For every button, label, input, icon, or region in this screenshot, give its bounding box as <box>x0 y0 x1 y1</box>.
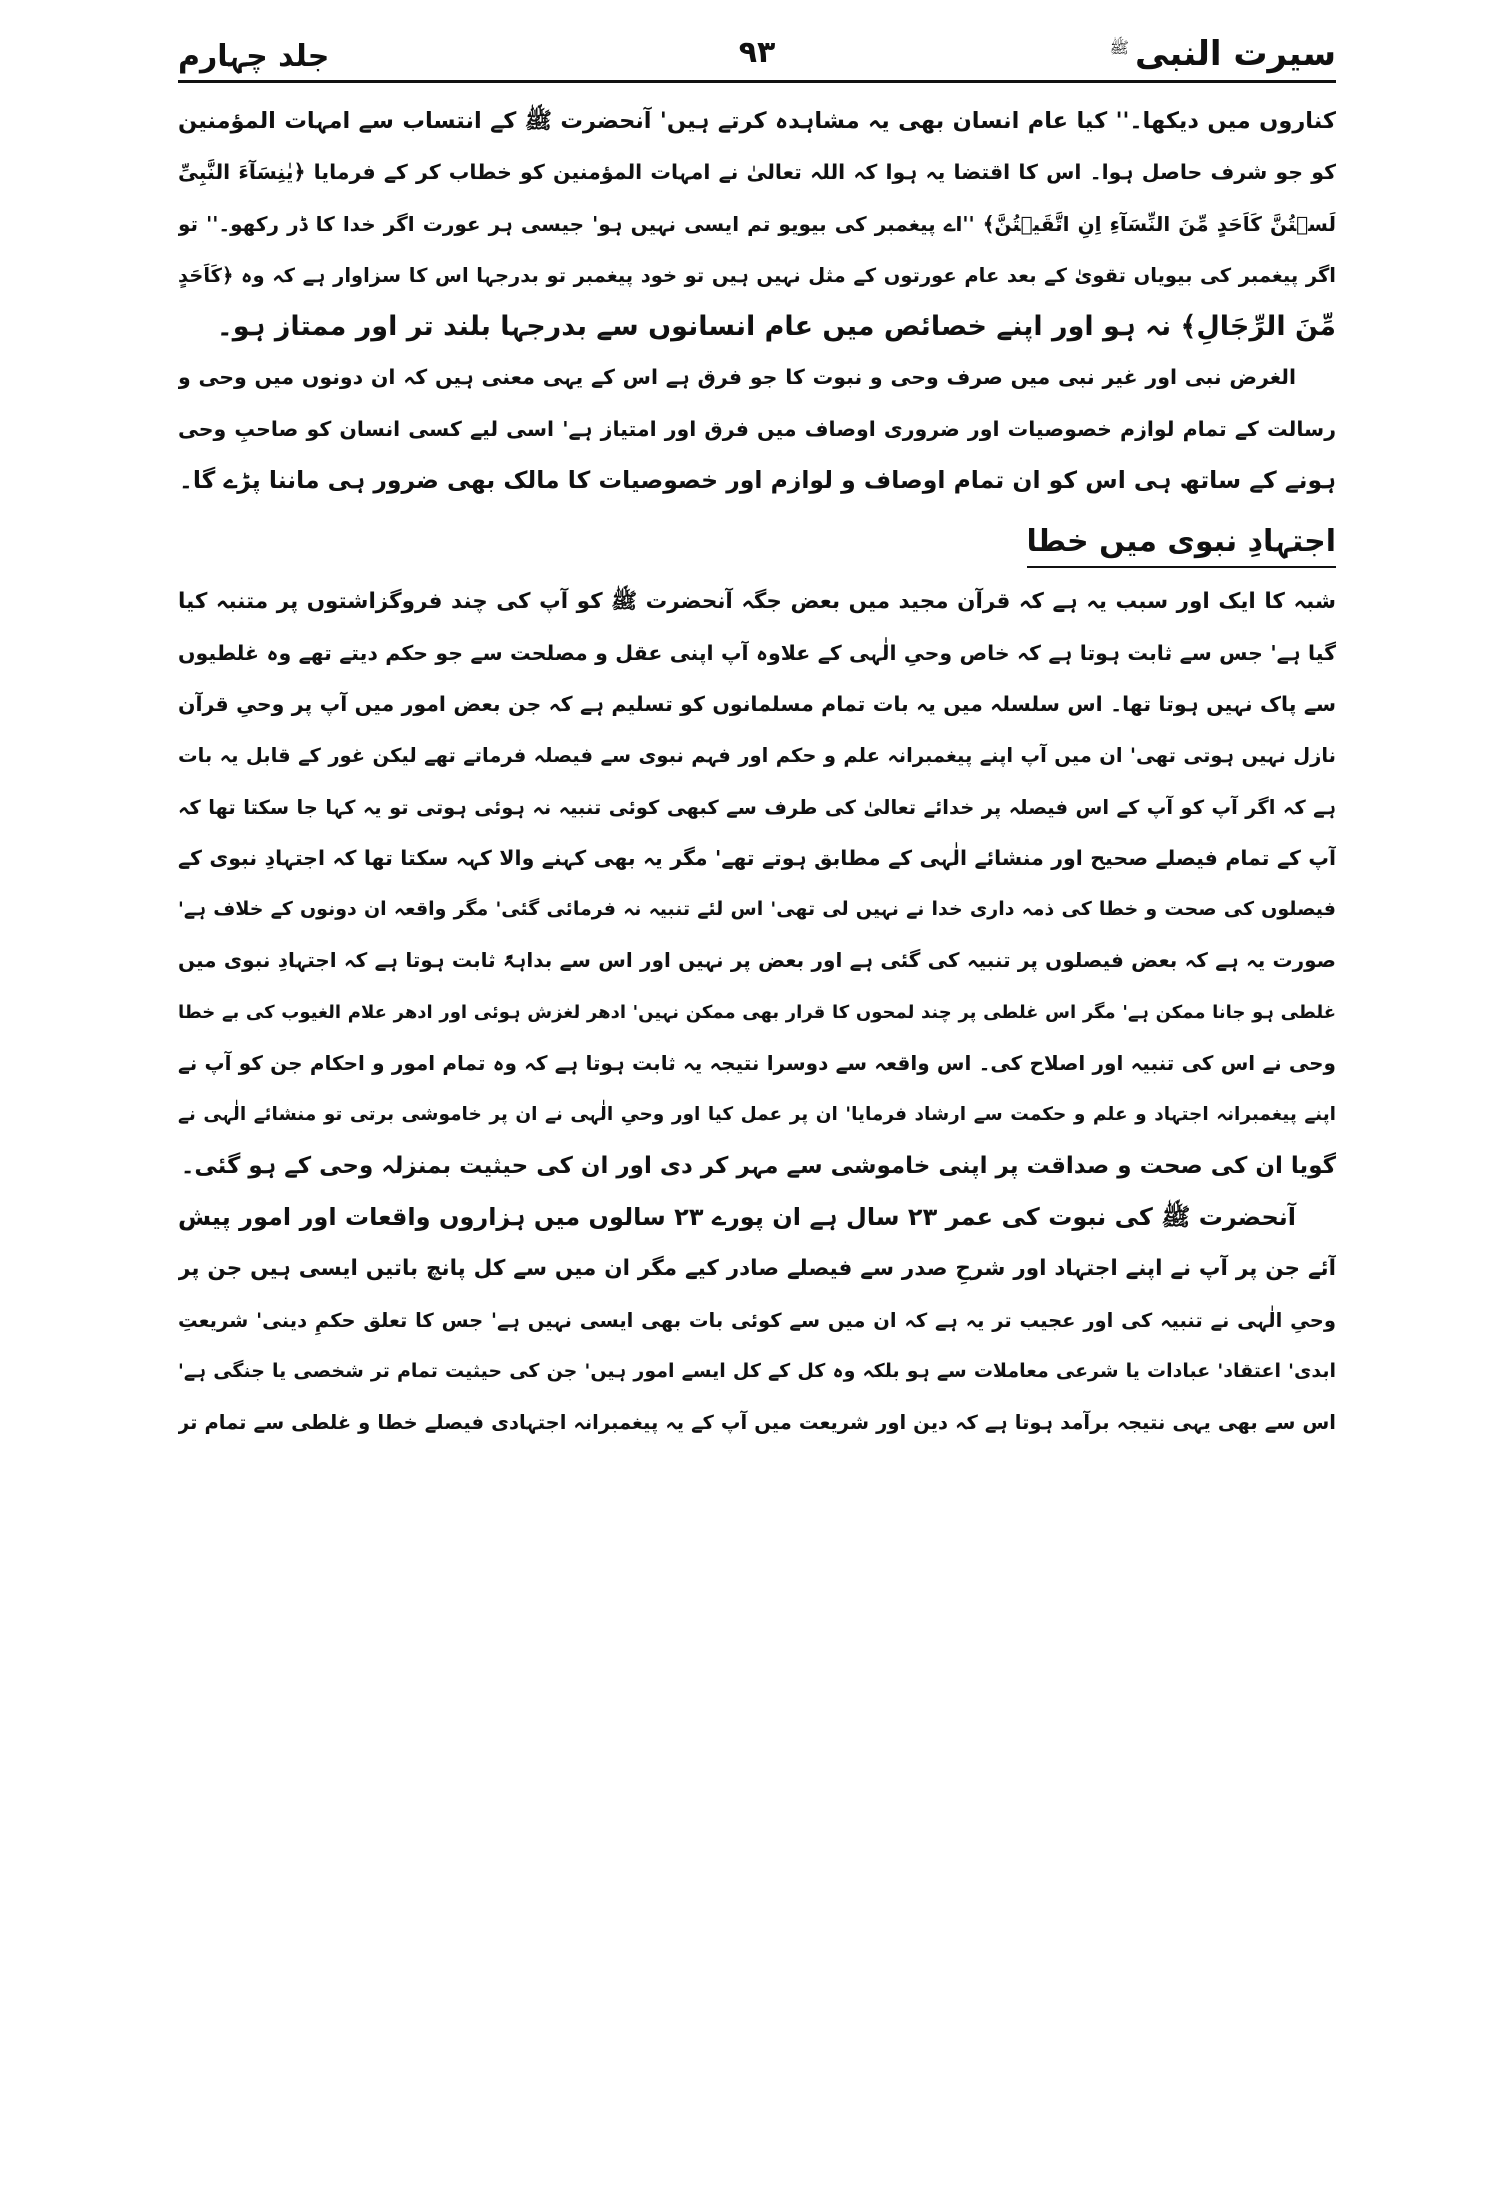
text-line: آپ کے تمام فیصلے صحیح اور منشائے الٰہی کے مطابق ہوتے تھے' مگر یہ بھی کہنے والا کہہ سکتا تھا کہ اجتہادِ نبوی کے <box>178 845 1336 870</box>
text-line: ہونے کے ساتھ ہی اس کو ان تمام اوصاف و لوازم اور خصوصیات کا مالک بھی ضرور ہی ماننا پڑے گا۔ <box>179 466 1336 495</box>
text-line: اس سے بھی یہی نتیجہ برآمد ہوتا ہے کہ دین اور شریعت میں آپ کے یہ پیغمبرانہ اجتہادی فیصلے خطا و غلطی سے تمام تر <box>178 1411 1336 1435</box>
text-line: سے پاک نہیں ہوتا تھا۔ اس سلسلہ میں یہ بات تمام مسلمانوں کو تسلیم ہے کہ جن بعض امور میں آپ پر وحیِ قرآن <box>178 691 1336 716</box>
paragraph-ijtihad-error <box>178 576 1336 1192</box>
paragraph-23-years <box>178 1192 1336 1448</box>
text-line: شبہ کا ایک اور سبب یہ ہے کہ قرآن مجید میں بعض جگہ آنحضرت ﷺ کو آپ کی چند فروگزاشتوں پر متنبہ کیا <box>178 589 1336 615</box>
text-line: آنحضرت ﷺ کی نبوت کی عمر ۲۳ سال ہے ان پورے ۲۳ سالوں میں ہزاروں واقعات اور امور پیش <box>178 1202 1296 1231</box>
text-line: کو جو شرف حاصل ہوا۔ اس کا اقتضا یہ ہوا کہ اللہ تعالیٰ نے امہات المؤمنین کو خطاب کر کے فرمایا ﴿یٰنِسَآءَ النَّبِیِّ <box>178 160 1336 185</box>
paragraph-prophet-distinction <box>178 352 1336 506</box>
page-number: ۹۳ <box>738 35 776 70</box>
text-line: گویا ان کی صحت و صداقت پر اپنی خاموشی سے مہر کر دی اور ان کی حیثیت بمنزلہ وحی کے ہو گئی۔ <box>180 1152 1336 1179</box>
salawat-glyph-icon: ﷺ <box>1109 37 1129 57</box>
text-line: مِّنَ الرِّجَالِ﴾ نہ ہو اور اپنے خصائص میں عام انسانوں سے بدرجہا بلند تر اور ممتاز ہو۔ <box>216 311 1336 343</box>
text-line: وحی نے اس کی تنبیہ اور اصلاح کی۔ اس واقعہ سے دوسرا نتیجہ یہ ثابت ہوتا ہے کہ وہ تمام امور و احکام جن کو آپ نے <box>178 1051 1336 1076</box>
text-line: صورت یہ ہے کہ بعض فیصلوں پر تنبیہ کی گئی ہے اور بعض پر نہیں اور اس سے بداہۃً ثابت ہوتا ہے کہ اجتہادِ نبوی میں <box>178 948 1336 973</box>
text-line: رسالت کے تمام لوازم خصوصیات اور ضروری اوصاف میں فرق اور امتیاز ہے' اسی لیے کسی انسان کو صاحبِ وحی <box>178 416 1336 441</box>
volume-label: جلد چہارم <box>178 39 330 74</box>
page-body <box>178 96 1336 1448</box>
text-line: اپنے پیغمبرانہ اجتہاد و علم و حکمت سے ارشاد فرمایا' ان پر عمل کیا اور وحیِ الٰہی نے ان پر خاموشی برتی تو منشائے الٰہی نے <box>178 1104 1336 1126</box>
text-line: وحیِ الٰہی نے تنبیہ کی اور عجیب تر یہ ہے کہ ان میں سے کوئی بات بھی ایسی نہیں ہے' جس کا تعلق حکمِ دینی' شریعتِ <box>178 1308 1336 1332</box>
text-line: الغرض نبی اور غیر نبی میں صرف وحی و نبوت کا جو فرق ہے اس کے یہی معنی ہیں کہ ان دونوں میں وحی و <box>178 365 1296 390</box>
text-line: آئے جن پر آپ نے اپنے اجتہاد اور شرحِ صدر سے فیصلے صادر کیے مگر ان میں سے کل پانچ باتیں ایسی ہیں جن پر <box>178 1256 1336 1282</box>
text-line: نازل نہیں ہوتی تھی' ان میں آپ اپنے پیغمبرانہ علم و حکم اور فہم نبوی سے فیصلہ فرماتے تھے لیکن غور کے قابل یہ بات <box>178 744 1336 768</box>
text-line: ہے کہ اگر آپ کو آپ کے اس فیصلہ پر خدائے تعالیٰ کی طرف سے کبھی کوئی تنبیہ نہ ہوئی ہوتی تو یہ کہا جا سکتا تھا کہ <box>178 795 1336 819</box>
text-line: لَسۡتُنَّ کَاَحَدٍ مِّنَ النِّسَآءِ اِنِ اتَّقَیۡتُنَّ﴾ ''اے پیغمبر کی بیویو تم ایسی نہیں ہو' جیسی ہر عورت اگر خدا کا ڈر رکھو۔'' تو <box>178 211 1336 236</box>
text-line: کناروں میں دیکھا۔'' کیا عام انسان بھی یہ مشاہدہ کرتے ہیں' آنحضرت ﷺ کے انتساب سے امہات المؤمنین <box>178 108 1336 134</box>
text-line: غلطی ہو جانا ممکن ہے' مگر اس غلطی پر چند لمحوں کا قرار بھی ممکن نہیں' ادھر لغزش ہوئی اور ادھر علام الغیوب کی بے خطا <box>178 1001 1336 1023</box>
section-heading: اجتہادِ نبوی میں خطا <box>1027 522 1336 568</box>
running-header <box>178 22 1336 83</box>
section-heading-row <box>178 506 1336 576</box>
text-line: ابدی' اعتقاد' عبادات یا شرعی معاملات سے ہو بلکہ وہ کل کے کل ایسے امور ہیں' جن کی حیثیت تمام تر شخصی یا جنگی ہے' <box>178 1359 1336 1382</box>
text-line: اگر پیغمبر کی بیویاں تقویٰ کے بعد عام عورتوں کے مثل نہیں ہیں تو خود پیغمبر تو بدرجہا اس کا سزاوار ہے کہ وہ ﴿کَاَحَدٍ <box>178 263 1336 287</box>
text-line: گیا ہے' جس سے ثابت ہوتا ہے کہ خاص وحیِ الٰہی کے علاوہ آپ اپنی عقل و مصلحت سے جو حکم دیتے تھے وہ غلطیوں <box>178 640 1336 665</box>
text-line: فیصلوں کی صحت و خطا کی ذمہ داری خدا نے نہیں لی تھی' اس لئے تنبیہ نہ فرمائی گئی' مگر واقعہ ان دونوں کے خلاف ہے' <box>178 898 1336 921</box>
book-title: سیرت النبی$^ﷺ$ <box>1109 34 1336 74</box>
paragraph-continuation <box>178 96 1336 352</box>
